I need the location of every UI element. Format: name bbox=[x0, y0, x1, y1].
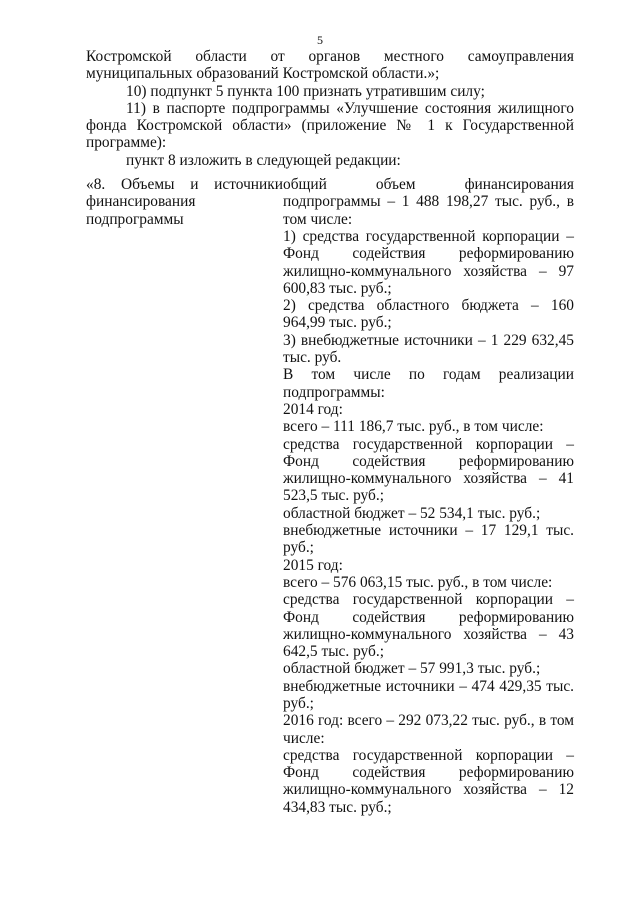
year-2015-regional-budget: областной бюджет – 57 991,3 тыс. руб.; bbox=[283, 660, 541, 678]
year-2015-extrabudgetary: внебюджетные источники – 474 429,35 тыс. руб.; bbox=[283, 677, 574, 712]
year-2016-fund: средства государственной корпорации – Фонд содействия реформированию жилищно-коммунального хозяйства – 12 434,83 тыс. руб.; bbox=[283, 746, 574, 816]
year-2014-total: всего – 111 186,7 тыс. руб., в том числе: bbox=[283, 418, 544, 436]
passport-table-row bbox=[86, 176, 574, 816]
point-8-intro: пункт 8 изложить в следующей редакции: bbox=[126, 151, 401, 169]
year-2015-fund: средства государственной корпорации – Фонд содействия реформированию жилищно-коммунального хозяйства – 43 642,5 тыс. руб.; bbox=[283, 591, 574, 661]
item-10-paragraph: 10) подпункт 5 пункта 100 признать утратившим силу; bbox=[126, 82, 485, 100]
year-2014-regional-budget: областной бюджет – 52 534,1 тыс. руб.; bbox=[283, 504, 541, 522]
continuation-paragraph: Костромской области от органов местного самоуправления муниципальных образований Костромской области.»; bbox=[86, 48, 574, 83]
document-body bbox=[86, 48, 574, 816]
year-2015-heading: 2015 год: bbox=[283, 556, 343, 574]
year-2014-extrabudgetary: внебюджетные источники – 17 129,1 тыс. руб.; bbox=[283, 522, 574, 557]
passport-row-label: «8. Объемы и источники финансирования подпрограммы bbox=[86, 176, 283, 228]
year-2014-heading: 2014 год: bbox=[283, 400, 343, 418]
year-2016-total: 2016 год: всего – 292 073,22 тыс. руб., в том числе: bbox=[283, 712, 574, 747]
funding-source-fund: 1) средства государственной корпорации – Фонд содействия реформированию жилищно-коммунального хозяйства – 97 600,83 тыс. руб.; bbox=[283, 227, 574, 297]
page-number: 5 bbox=[317, 33, 323, 47]
funding-source-regional-budget: 2) средства областного бюджета – 160 964,99 тыс. руб.; bbox=[283, 297, 574, 332]
by-year-heading: В том числе по годам реализации подпрограммы: bbox=[283, 366, 574, 401]
year-2015-total: всего – 576 063,15 тыс. руб., в том числе: bbox=[283, 573, 553, 591]
year-2014-fund: средства государственной корпорации – Фонд содействия реформированию жилищно-коммунального хозяйства – 41 523,5 тыс. руб.; bbox=[283, 435, 574, 505]
total-funding-line: общий объем финансирования подпрограммы – 1 488 198,27 тыс. руб., в том числе: bbox=[283, 176, 574, 228]
passport-row-value bbox=[283, 176, 574, 816]
funding-source-extrabudgetary: 3) внебюджетные источники – 1 229 632,45 тыс. руб. bbox=[283, 331, 574, 367]
item-11-paragraph: 11) в паспорте подпрограммы «Улучшение состояния жилищного фонда Костромской области» (приложение № 1 к Государственной программе): bbox=[86, 99, 574, 152]
